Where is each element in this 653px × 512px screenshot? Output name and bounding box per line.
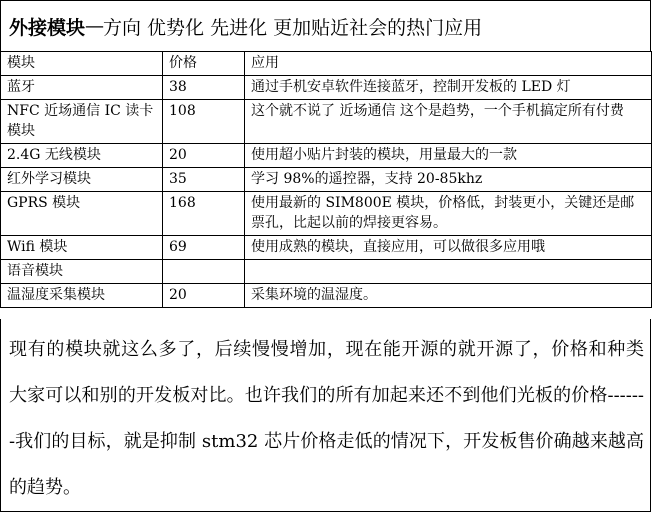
header-price: 价格: [163, 52, 245, 76]
cell-module: 红外学习模块: [1, 168, 163, 192]
cell-price: 168: [163, 192, 245, 236]
cell-module: 温湿度采集模块: [1, 284, 163, 308]
cell-application: 采集环境的温湿度。: [245, 284, 652, 308]
cell-price: 20: [163, 284, 245, 308]
cell-price: [163, 260, 245, 284]
title-heading: 外接模块: [9, 16, 86, 39]
cell-application: [245, 260, 652, 284]
cell-module: 2.4G 无线模块: [1, 144, 163, 168]
header-module: 模块: [1, 52, 163, 76]
cell-price: 38: [163, 76, 245, 100]
cell-price: 108: [163, 100, 245, 144]
table-row: [1, 76, 652, 100]
cell-price: 69: [163, 236, 245, 260]
cell-price: 20: [163, 144, 245, 168]
cell-application: 使用最新的 SIM800E 模块，价格低，封装更小，关键还是邮票孔，比起以前的焊接更容易。: [245, 192, 652, 236]
cell-module: 蓝牙: [1, 76, 163, 100]
table-row: [1, 284, 652, 308]
title-subheading: 方向 优势化 先进化 更加贴近社会的热门应用: [103, 16, 483, 39]
table-row: [1, 236, 652, 260]
header-application: 应用: [245, 52, 652, 76]
cell-module: 语音模块: [1, 260, 163, 284]
cell-application: 这个就不说了 近场通信 这个是趋势，一个手机搞定所有付费: [245, 100, 652, 144]
cell-module: GPRS 模块: [1, 192, 163, 236]
module-table: [0, 51, 652, 308]
table-header-row: [1, 52, 652, 76]
table-row: [1, 168, 652, 192]
table-row: [1, 192, 652, 236]
table-row: [1, 100, 652, 144]
cell-module: Wifi 模块: [1, 236, 163, 260]
title-row: [0, 0, 651, 52]
title-dash: —: [85, 15, 104, 37]
cell-price: 35: [163, 168, 245, 192]
cell-application: 使用成熟的模块，直接应用，可以做很多应用哦: [245, 236, 652, 260]
table-row: [1, 260, 652, 284]
cell-application: 使用超小贴片封装的模块，用量最大的一款: [245, 144, 652, 168]
cell-application: 学习 98%的遥控器，支持 20-85khz: [245, 168, 652, 192]
cell-module: NFC 近场通信 IC 读卡模块: [1, 100, 163, 144]
table-row: [1, 144, 652, 168]
summary-paragraph: 现有的模块就这么多了，后续慢慢增加，现在能开源的就开源了，价格和种类 大家可以和别的开发板对比。也许我们的所有加起来还不到他们光板的价格-------我们的目标，就是抑制 stm32 芯片价格走低的情况下，开发板售价确越来越高的趋势。: [0, 319, 651, 512]
cell-application: 通过手机安卓软件连接蓝牙，控制开发板的 LED 灯: [245, 76, 652, 100]
